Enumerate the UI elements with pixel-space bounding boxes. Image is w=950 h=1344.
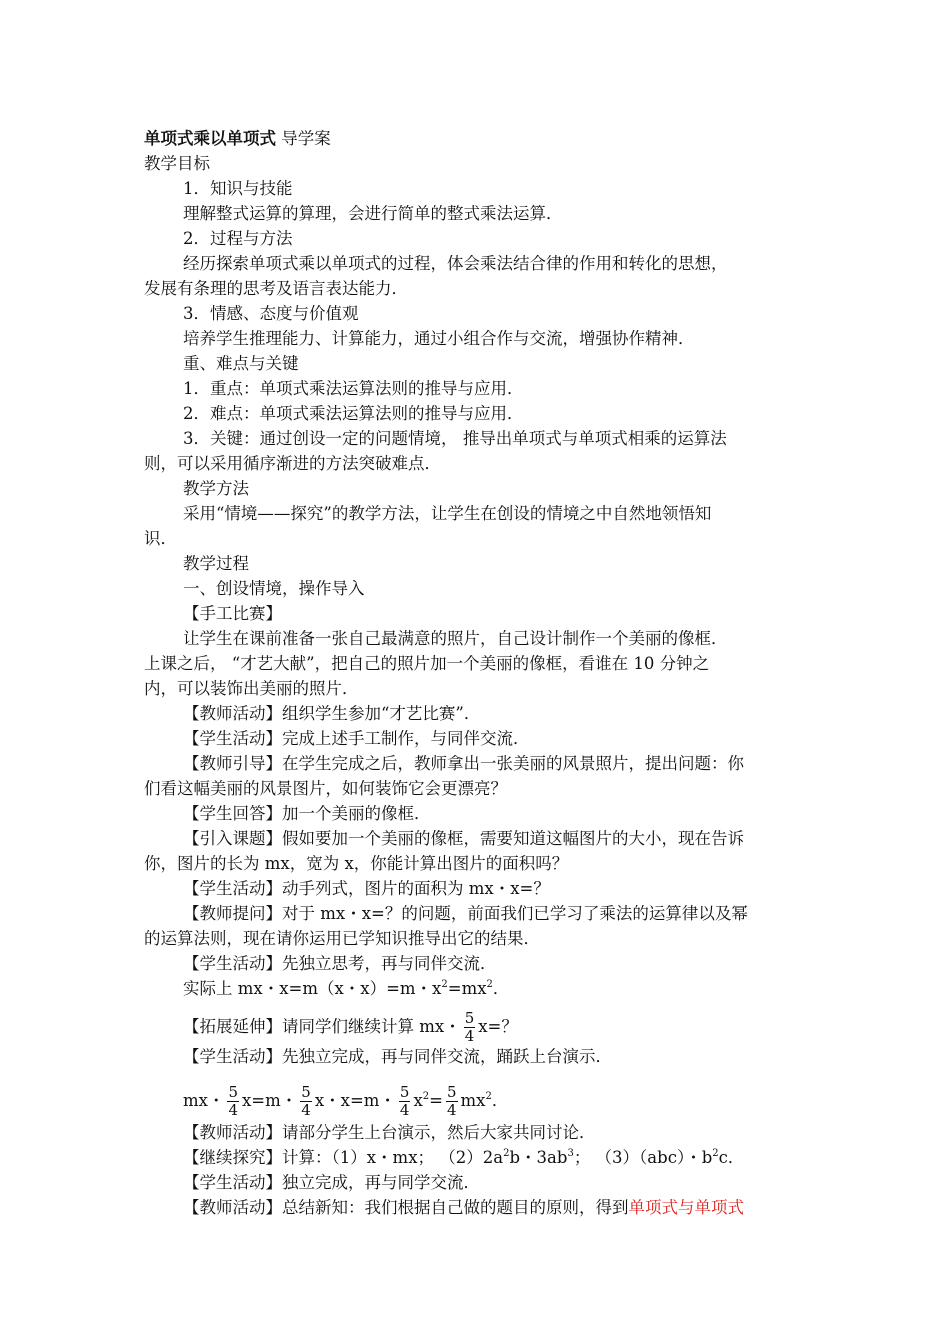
fraction — [399, 1084, 411, 1119]
paragraph-line: 你，图片的长为 mx，宽为 x，你能计算出图片的面积吗？ — [144, 854, 569, 873]
formula-line — [183, 1010, 518, 1045]
subheading: 1．知识与技能 — [183, 179, 293, 198]
paragraph-line: 内，可以装饰出美丽的照片． — [144, 679, 359, 698]
subheading: 3．情感、态度与价值观 — [183, 304, 359, 323]
fraction-denominator: 4 — [399, 1101, 410, 1119]
fraction-numerator: 5 — [464, 1009, 475, 1027]
paragraph-line: 【教师引导】在学生完成之后，教师拿出一张美丽的风景照片，提出问题：你 — [183, 754, 744, 773]
formula-text: b・3ab — [509, 1148, 568, 1167]
fraction-denominator: 4 — [301, 1101, 311, 1119]
paragraph-line: 【学生活动】独立完成，再与同学交流． — [183, 1173, 480, 1192]
formula-text: ． — [491, 1091, 509, 1110]
formula-text: x — [413, 1091, 423, 1110]
formula-text: mx・ — [183, 1091, 225, 1110]
paragraph-line: 让学生在课前准备一张自己最满意的照片，自己设计制作一个美丽的像框． — [183, 629, 728, 648]
fraction-numerator: 5 — [446, 1083, 457, 1101]
paragraph-line: 的运算法则，现在请你运用已学知识推导出它的结果． — [144, 929, 540, 948]
fraction-numerator: 5 — [301, 1083, 311, 1101]
fraction — [227, 1084, 239, 1119]
paragraph-line: 采用“情境——探究”的教学方法，让学生在创设的情境之中自然地领悟知 — [183, 504, 712, 523]
title-normal: 导学案 — [276, 129, 331, 148]
formula-line — [183, 1147, 744, 1169]
formula-line — [183, 978, 509, 1000]
fraction-denominator: 4 — [228, 1101, 238, 1119]
formula-text: 【教师活动】总结新知：我们根据自己做的题目的原则，得到 — [183, 1198, 629, 1217]
exponent: 3 — [567, 1148, 574, 1159]
section-heading: 重、难点与关键 — [183, 354, 299, 373]
formula-text: x=？ — [478, 1017, 518, 1036]
fraction — [300, 1084, 312, 1119]
paragraph-line: 【学生活动】动手列式，图片的面积为 mx・x=？ — [183, 879, 550, 898]
formula-text: = — [429, 1091, 443, 1110]
title-bold: 单项式乘以单项式 — [144, 129, 276, 148]
exponent: 2 — [503, 1148, 510, 1159]
fraction-denominator: 4 — [446, 1101, 457, 1119]
highlighted-text: 单项式与单项式 — [628, 1198, 744, 1217]
fraction-numerator: 5 — [399, 1083, 410, 1101]
formula-text: 实际上 mx・x=m（x・x）=m・x — [183, 979, 442, 998]
formula-text: x・x=m・ — [314, 1091, 396, 1110]
formula-text: x=m・ — [242, 1091, 298, 1110]
subheading: 2．过程与方法 — [183, 229, 293, 248]
paragraph-line: 【引入课题】假如要加一个美丽的像框，需要知道这幅图片的大小，现在告诉 — [183, 829, 744, 848]
paragraph-line: 识． — [144, 529, 177, 548]
fraction — [446, 1084, 458, 1119]
formula-line — [183, 1084, 508, 1119]
page-title — [144, 128, 331, 150]
paragraph-line: 则，可以采用循序渐进的方法突破难点． — [144, 454, 441, 473]
paragraph-line: 【教师提问】对于 mx・x=？的问题，前面我们已学习了乘法的运算律以及幂 — [183, 904, 748, 923]
paragraph-line: 【教师活动】组织学生参加“才艺比赛”． — [183, 704, 481, 723]
paragraph-line — [183, 1197, 744, 1219]
formula-text: mx — [460, 1091, 486, 1110]
paragraph-line: 培养学生推理能力、计算能力，通过小组合作与交流，增强协作精神． — [183, 329, 695, 348]
formula-text: 【继续探究】计算：（1）x・mx； （2）2a — [183, 1148, 504, 1167]
formula-text: =mx — [447, 979, 487, 998]
paragraph-line: 们看这幅美丽的风景图片，如何装饰它会更漂亮？ — [144, 779, 507, 798]
paragraph-line: 【学生回答】加一个美丽的像框． — [183, 804, 431, 823]
formula-text: c． — [718, 1148, 745, 1167]
exponent: 2 — [712, 1148, 719, 1159]
formula-text: ． — [492, 979, 510, 998]
paragraph-line: 【教师活动】请部分学生上台演示，然后大家共同讨论． — [183, 1123, 596, 1142]
paragraph-line: 2．难点：单项式乘法运算法则的推导与应用． — [183, 404, 524, 423]
exponent: 2 — [486, 979, 493, 990]
exponent: 2 — [485, 1091, 492, 1102]
section-heading: 教学方法 — [183, 479, 249, 498]
fraction-denominator: 4 — [464, 1027, 475, 1045]
paragraph-line: 理解整式运算的算理，会进行简单的整式乘法运算． — [183, 204, 563, 223]
section-heading: 教学目标 — [144, 154, 210, 173]
section-heading: 教学过程 — [183, 554, 249, 573]
fraction-numerator: 5 — [228, 1083, 238, 1101]
subheading: 【手工比赛】 — [183, 604, 282, 623]
paragraph-line: 【学生活动】先独立完成，再与同伴交流，踊跃上台演示． — [183, 1047, 612, 1066]
paragraph-line: 经历探索单项式乘以单项式的过程，体会乘法结合律的作用和转化的思想， — [183, 254, 728, 273]
exponent: 2 — [422, 1091, 430, 1102]
paragraph-line: 【学生活动】先独立思考，再与同伴交流． — [183, 954, 497, 973]
formula-text: ； （3）（abc）・b — [573, 1148, 713, 1167]
formula-text: 【拓展延伸】请同学们继续计算 mx・ — [183, 1017, 461, 1036]
paragraph-line: 3．关键：通过创设一定的问题情境， 推导出单项式与单项式相乘的运算法 — [183, 429, 727, 448]
paragraph-line: 上课之后， “才艺大献”，把自己的照片加一个美丽的像框，看谁在 10 分钟之 — [144, 654, 710, 673]
fraction — [464, 1010, 476, 1045]
exponent: 2 — [441, 979, 448, 990]
paragraph-line: 【学生活动】完成上述手工制作，与同伴交流． — [183, 729, 530, 748]
subheading: 一、创设情境，操作导入 — [183, 579, 365, 598]
paragraph-line: 发展有条理的思考及语言表达能力． — [144, 279, 408, 298]
paragraph-line: 1．重点：单项式乘法运算法则的推导与应用． — [183, 379, 524, 398]
